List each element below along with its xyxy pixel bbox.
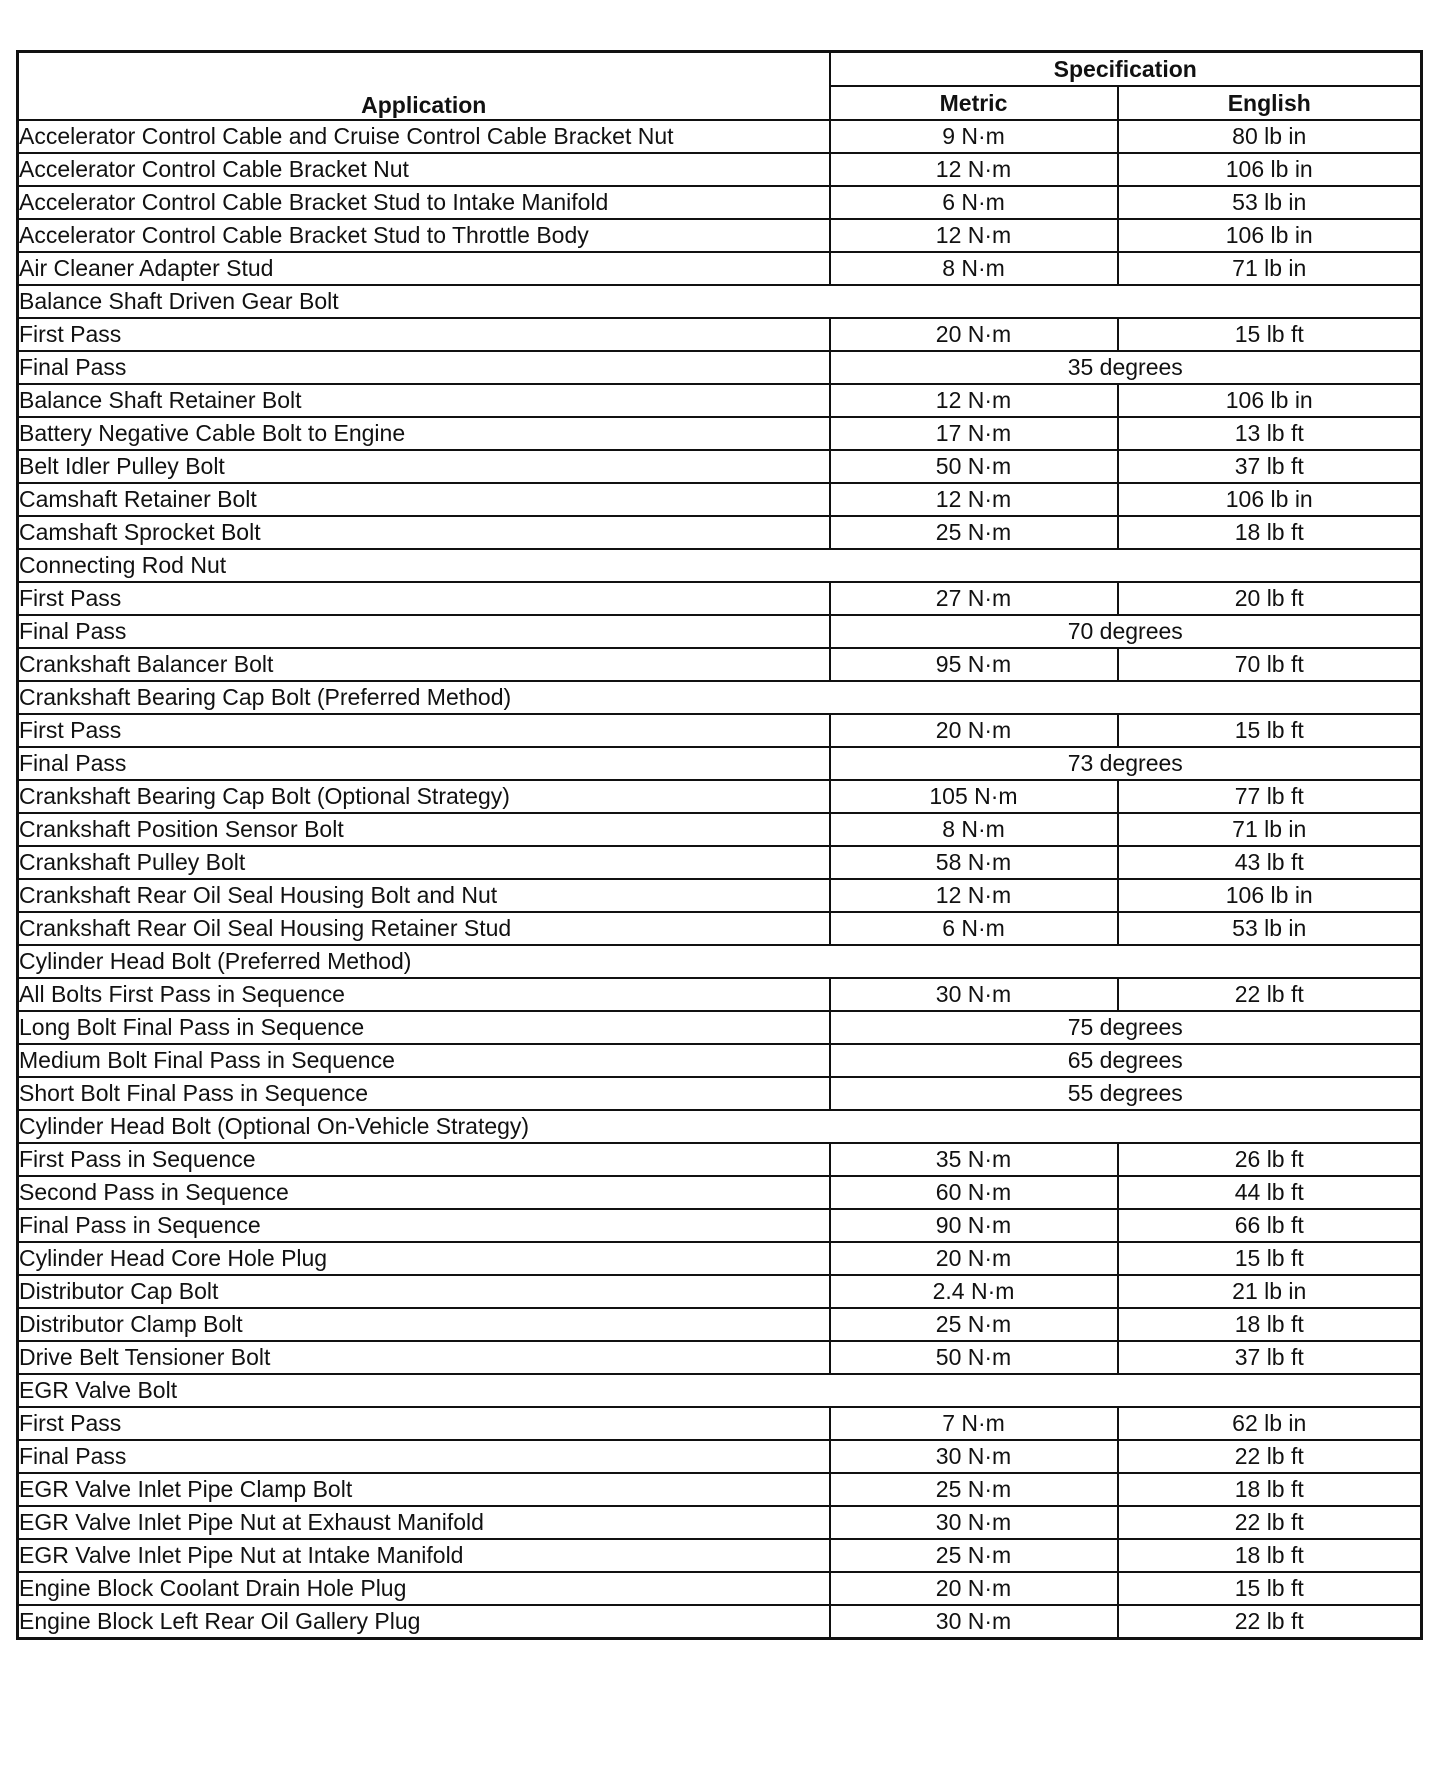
header-application: Application [18,52,830,120]
application-cell: Distributor Cap Bolt [18,1275,830,1308]
table-group-row [18,681,1422,714]
english-cell: 22 lb ft [1118,1605,1422,1639]
english-cell: 18 lb ft [1118,1539,1422,1572]
metric-cell: 30 N·m [830,1605,1118,1639]
application-cell: First Pass [18,1407,830,1440]
table-row [18,1308,1422,1341]
metric-cell: 25 N·m [830,1473,1118,1506]
english-cell: 62 lb in [1118,1407,1422,1440]
metric-cell: 30 N·m [830,978,1118,1011]
english-cell: 15 lb ft [1118,1572,1422,1605]
application-cell: First Pass [18,582,830,615]
application-cell: Crankshaft Bearing Cap Bolt (Preferred Method) [18,681,1422,714]
table-row [18,417,1422,450]
metric-cell: 12 N·m [830,153,1118,186]
application-cell: First Pass in Sequence [18,1143,830,1176]
application-cell: Cylinder Head Core Hole Plug [18,1242,830,1275]
table-row [18,1143,1422,1176]
english-cell: 106 lb in [1118,483,1422,516]
application-cell: Accelerator Control Cable Bracket Stud to Throttle Body [18,219,830,252]
application-cell: Drive Belt Tensioner Bolt [18,1341,830,1374]
angle-spec-cell: 35 degrees [830,351,1422,384]
metric-cell: 20 N·m [830,318,1118,351]
table-row [18,252,1422,285]
table-row [18,186,1422,219]
metric-cell: 105 N·m [830,780,1118,813]
table-row [18,384,1422,417]
metric-cell: 58 N·m [830,846,1118,879]
english-cell: 80 lb in [1118,120,1422,153]
application-cell: Final Pass [18,615,830,648]
english-cell: 71 lb in [1118,813,1422,846]
application-cell: Second Pass in Sequence [18,1176,830,1209]
application-cell: Cylinder Head Bolt (Preferred Method) [18,945,1422,978]
table-row [18,1572,1422,1605]
application-cell: Engine Block Coolant Drain Hole Plug [18,1572,830,1605]
table-row [18,351,1422,384]
english-cell: 70 lb ft [1118,648,1422,681]
metric-cell: 30 N·m [830,1440,1118,1473]
header-english: English [1118,86,1422,120]
table-row [18,1506,1422,1539]
table-row [18,1539,1422,1572]
metric-cell: 50 N·m [830,450,1118,483]
metric-cell: 95 N·m [830,648,1118,681]
application-cell: EGR Valve Inlet Pipe Nut at Intake Manifold [18,1539,830,1572]
table-row [18,120,1422,153]
table-row [18,318,1422,351]
metric-cell: 30 N·m [830,1506,1118,1539]
table-row [18,1176,1422,1209]
angle-spec-cell: 70 degrees [830,615,1422,648]
english-cell: 18 lb ft [1118,1308,1422,1341]
metric-cell: 6 N·m [830,186,1118,219]
angle-spec-cell: 55 degrees [830,1077,1422,1110]
metric-cell: 25 N·m [830,516,1118,549]
table-group-row [18,285,1422,318]
application-cell: Camshaft Sprocket Bolt [18,516,830,549]
table-row [18,648,1422,681]
application-cell: All Bolts First Pass in Sequence [18,978,830,1011]
english-cell: 20 lb ft [1118,582,1422,615]
table-group-row [18,1110,1422,1143]
table-row [18,780,1422,813]
metric-cell: 20 N·m [830,1242,1118,1275]
english-cell: 22 lb ft [1118,1506,1422,1539]
application-cell: Battery Negative Cable Bolt to Engine [18,417,830,450]
angle-spec-cell: 65 degrees [830,1044,1422,1077]
metric-cell: 12 N·m [830,384,1118,417]
english-cell: 106 lb in [1118,219,1422,252]
table-row [18,1275,1422,1308]
english-cell: 18 lb ft [1118,516,1422,549]
application-cell: Engine Block Left Rear Oil Gallery Plug [18,1605,830,1639]
table-row [18,1473,1422,1506]
english-cell: 37 lb ft [1118,450,1422,483]
header-specification: Specification [830,52,1422,86]
application-cell: EGR Valve Bolt [18,1374,1422,1407]
application-cell: Balance Shaft Driven Gear Bolt [18,285,1422,318]
table-row [18,1341,1422,1374]
application-cell: Balance Shaft Retainer Bolt [18,384,830,417]
application-cell: Short Bolt Final Pass in Sequence [18,1077,830,1110]
application-cell: First Pass [18,318,830,351]
application-cell: Air Cleaner Adapter Stud [18,252,830,285]
table-body [18,120,1422,1639]
application-cell: Final Pass [18,1440,830,1473]
english-cell: 66 lb ft [1118,1209,1422,1242]
metric-cell: 12 N·m [830,219,1118,252]
application-cell: Camshaft Retainer Bolt [18,483,830,516]
metric-cell: 17 N·m [830,417,1118,450]
application-cell: Cylinder Head Bolt (Optional On-Vehicle Strategy) [18,1110,1422,1143]
application-cell: EGR Valve Inlet Pipe Nut at Exhaust Manifold [18,1506,830,1539]
metric-cell: 90 N·m [830,1209,1118,1242]
application-cell: Belt Idler Pulley Bolt [18,450,830,483]
table-row [18,846,1422,879]
english-cell: 77 lb ft [1118,780,1422,813]
english-cell: 22 lb ft [1118,978,1422,1011]
metric-cell: 9 N·m [830,120,1118,153]
english-cell: 15 lb ft [1118,318,1422,351]
table-row [18,450,1422,483]
table-header [18,52,1422,120]
table-row [18,1605,1422,1639]
application-cell: Final Pass in Sequence [18,1209,830,1242]
english-cell: 13 lb ft [1118,417,1422,450]
application-cell: Medium Bolt Final Pass in Sequence [18,1044,830,1077]
table-row [18,1077,1422,1110]
english-cell: 26 lb ft [1118,1143,1422,1176]
table-row [18,1209,1422,1242]
metric-cell: 50 N·m [830,1341,1118,1374]
english-cell: 43 lb ft [1118,846,1422,879]
english-cell: 44 lb ft [1118,1176,1422,1209]
table-row [18,1011,1422,1044]
table-row [18,912,1422,945]
table-row [18,516,1422,549]
application-cell: EGR Valve Inlet Pipe Clamp Bolt [18,1473,830,1506]
metric-cell: 20 N·m [830,1572,1118,1605]
table-row [18,483,1422,516]
table-group-row [18,549,1422,582]
table-row [18,219,1422,252]
application-cell: Accelerator Control Cable Bracket Stud to Intake Manifold [18,186,830,219]
application-cell: Final Pass [18,747,830,780]
english-cell: 21 lb in [1118,1275,1422,1308]
table-row [18,582,1422,615]
english-cell: 53 lb in [1118,186,1422,219]
metric-cell: 27 N·m [830,582,1118,615]
english-cell: 22 lb ft [1118,1440,1422,1473]
english-cell: 15 lb ft [1118,1242,1422,1275]
metric-cell: 2.4 N·m [830,1275,1118,1308]
application-cell: Connecting Rod Nut [18,549,1422,582]
table-row [18,879,1422,912]
application-cell: Crankshaft Bearing Cap Bolt (Optional Strategy) [18,780,830,813]
application-cell: Crankshaft Balancer Bolt [18,648,830,681]
table-row [18,714,1422,747]
header-metric: Metric [830,86,1118,120]
table-row [18,978,1422,1011]
metric-cell: 12 N·m [830,483,1118,516]
metric-cell: 25 N·m [830,1308,1118,1341]
metric-cell: 25 N·m [830,1539,1118,1572]
english-cell: 106 lb in [1118,153,1422,186]
angle-spec-cell: 73 degrees [830,747,1422,780]
table-row [18,747,1422,780]
metric-cell: 8 N·m [830,813,1118,846]
table-row [18,813,1422,846]
english-cell: 106 lb in [1118,384,1422,417]
torque-spec-table [16,50,1423,1640]
application-cell: Accelerator Control Cable Bracket Nut [18,153,830,186]
table-row [18,1242,1422,1275]
application-cell: Crankshaft Position Sensor Bolt [18,813,830,846]
table-group-row [18,1374,1422,1407]
application-cell: Crankshaft Pulley Bolt [18,846,830,879]
metric-cell: 6 N·m [830,912,1118,945]
english-cell: 18 lb ft [1118,1473,1422,1506]
table-row [18,1044,1422,1077]
application-cell: Crankshaft Rear Oil Seal Housing Retainer Stud [18,912,830,945]
metric-cell: 35 N·m [830,1143,1118,1176]
metric-cell: 7 N·m [830,1407,1118,1440]
english-cell: 53 lb in [1118,912,1422,945]
application-cell: Final Pass [18,351,830,384]
metric-cell: 12 N·m [830,879,1118,912]
table-row [18,153,1422,186]
table-row [18,615,1422,648]
table-row [18,1440,1422,1473]
application-cell: Accelerator Control Cable and Cruise Control Cable Bracket Nut [18,120,830,153]
english-cell: 71 lb in [1118,252,1422,285]
table-group-row [18,945,1422,978]
english-cell: 15 lb ft [1118,714,1422,747]
english-cell: 37 lb ft [1118,1341,1422,1374]
metric-cell: 60 N·m [830,1176,1118,1209]
application-cell: Distributor Clamp Bolt [18,1308,830,1341]
table-row [18,1407,1422,1440]
angle-spec-cell: 75 degrees [830,1011,1422,1044]
metric-cell: 8 N·m [830,252,1118,285]
application-cell: First Pass [18,714,830,747]
english-cell: 106 lb in [1118,879,1422,912]
application-cell: Crankshaft Rear Oil Seal Housing Bolt and Nut [18,879,830,912]
metric-cell: 20 N·m [830,714,1118,747]
application-cell: Long Bolt Final Pass in Sequence [18,1011,830,1044]
